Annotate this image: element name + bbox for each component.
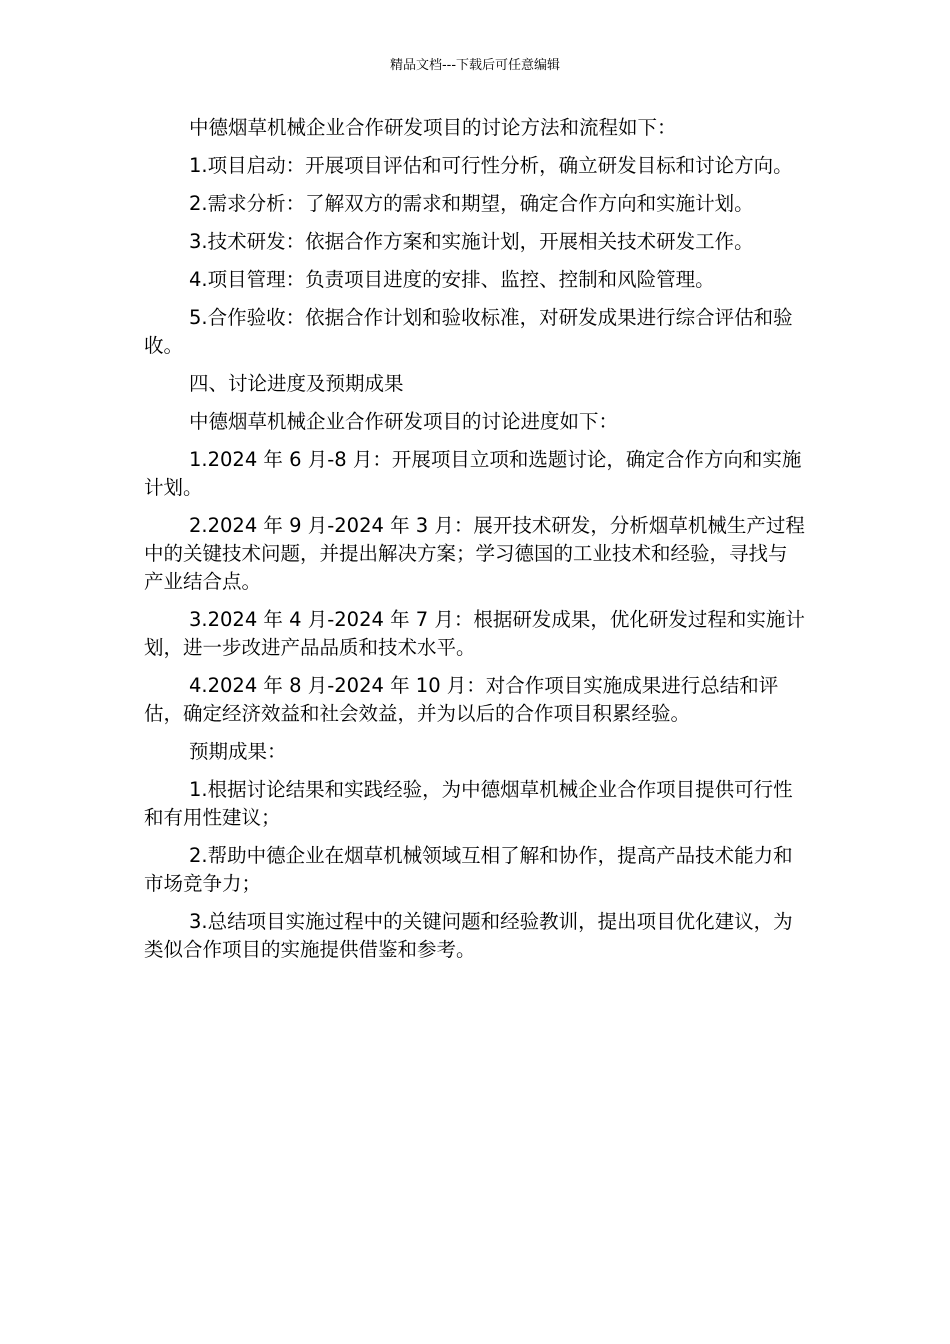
paragraph-step-1: 1.项目启动：开展项目评估和可行性分析，确立研发目标和讨论方向。 [189,154,793,177]
paragraph-method-intro: 中德烟草机械企业合作研发项目的讨论方法和流程如下： [189,116,677,139]
paragraph-schedule-2: 2.2024 年 9 月-2024 年 3 月：展开技术研发，分析烟草机械生产过程中的关键技术问题，并提出解决方案；学习德国的工业技术和经验，寻找与产业结合点。 [144,514,805,593]
paragraph-results-heading: 预期成果： [189,740,287,763]
header-note: 精品文档---下载后可任意编辑 [389,58,561,73]
paragraph-step-5: 5.合作验收：依据合作计划和验收标准，对研发成果进行综合评估和验收。 [144,306,793,357]
paragraph-step-4: 4.项目管理：负责项目进度的安排、监控、控制和风险管理。 [189,268,715,291]
paragraph-schedule-1: 1.2024 年 6 月-8 月：开展项目立项和选题讨论，确定合作方向和实施计划。 [144,448,802,499]
paragraph-step-3: 3.技术研发：依据合作方案和实施计划，开展相关技术研发工作。 [189,230,754,253]
paragraph-result-1: 1.根据讨论结果和实践经验，为中德烟草机械企业合作项目提供可行性和有用性建议； [144,778,793,829]
paragraph-schedule-3: 3.2024 年 4 月-2024 年 7 月：根据研发成果，优化研发过程和实施计划，进一步改进产品品质和技术水平。 [144,608,805,659]
paragraph-result-2: 2.帮助中德企业在烟草机械领域互相了解和协作，提高产品技术能力和市场竞争力； [144,844,793,895]
document-body [144,114,806,974]
paragraph-progress-intro: 中德烟草机械企业合作研发项目的讨论进度如下： [189,410,619,433]
section-heading-progress: 四、讨论进度及预期成果 [189,372,404,395]
paragraph-step-2: 2.需求分析：了解双方的需求和期望，确定合作方向和实施计划。 [189,192,754,215]
paragraph-schedule-4: 4.2024 年 8 月-2024 年 10 月：对合作项目实施成果进行总结和评估，确定经济效益和社会效益，并为以后的合作项目积累经验。 [144,674,779,725]
paragraph-result-3: 3.总结项目实施过程中的关键问题和经验教训，提出项目优化建议，为类似合作项目的实施提供借鉴和参考。 [144,910,793,961]
